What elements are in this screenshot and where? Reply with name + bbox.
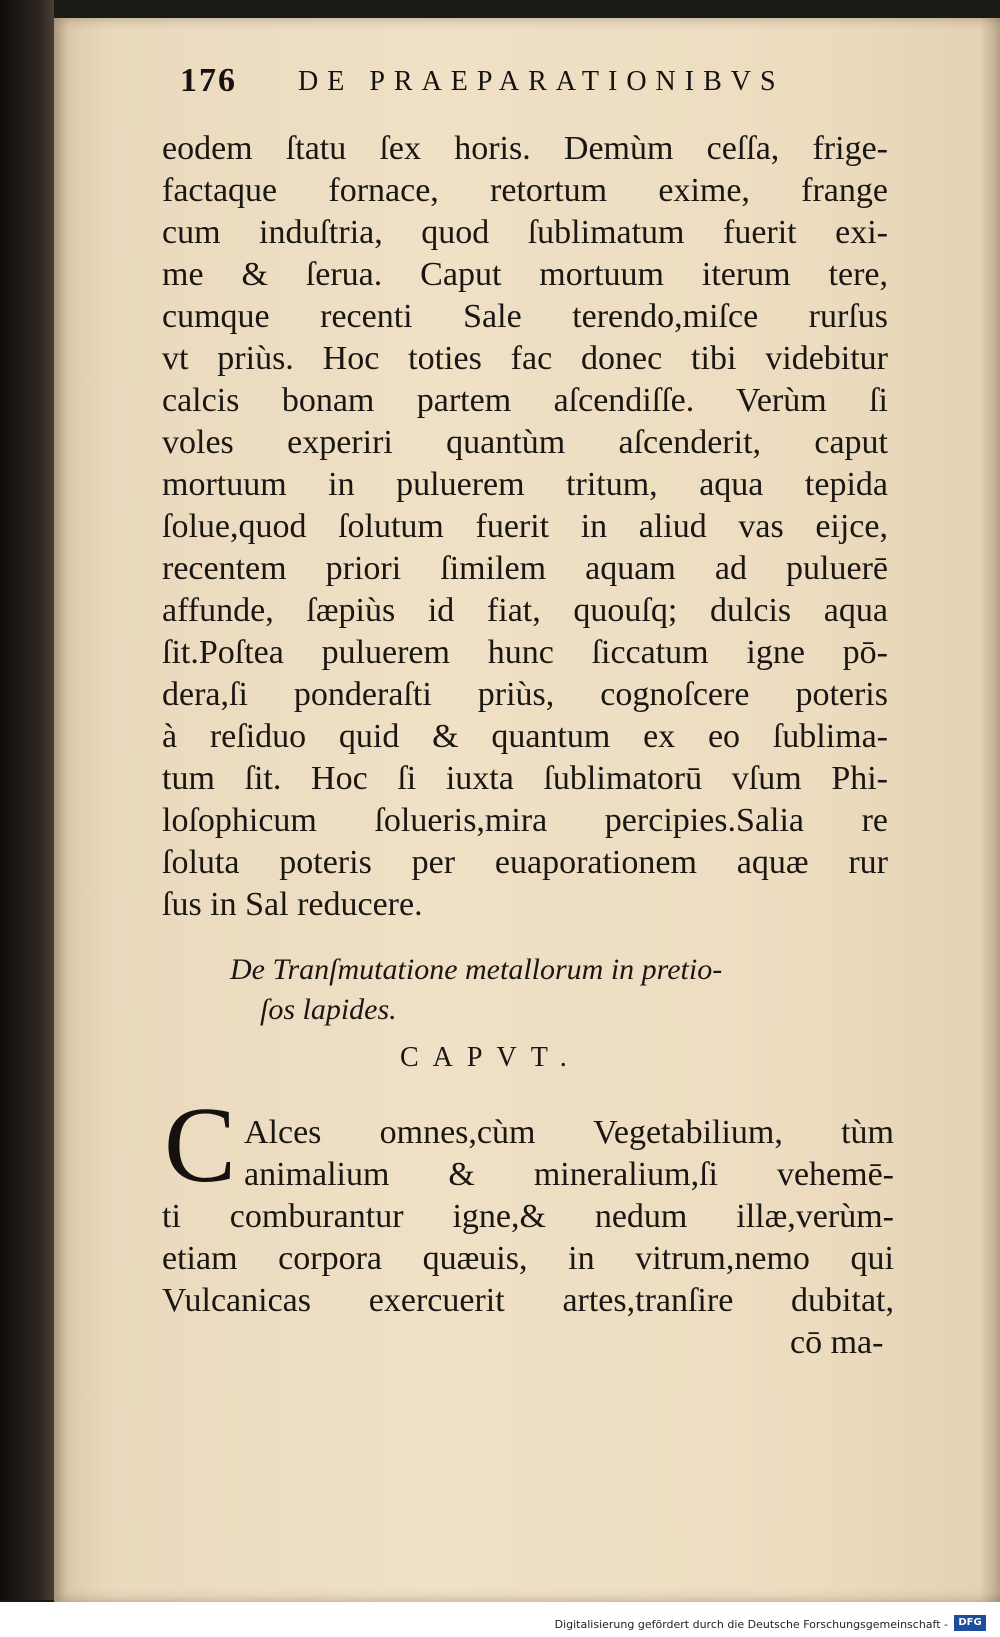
body-text <box>162 128 888 926</box>
page-number: 176 <box>180 62 237 99</box>
text-line: loſophicum ſolueris,mira percipies.Salia re <box>162 802 888 839</box>
text-line: dera,ſi ponderaſti priùs, cognoſcere poteris <box>162 676 888 713</box>
text-line: me & ſerua. Caput mortuum iterum tere, <box>162 256 888 293</box>
text-line: recentem priori ſimilem aquam ad puluerē <box>162 550 888 587</box>
catchword: cō ma- <box>790 1324 884 1361</box>
text-line: vt priùs. Hoc toties fac donec tibi videbitur <box>162 340 888 377</box>
dfg-logo: DFG <box>954 1615 986 1631</box>
text-line: ſus in Sal reducere. <box>162 886 423 923</box>
section-heading <box>230 950 850 1030</box>
page-edge-shade <box>980 18 1000 1602</box>
drop-capital: C <box>164 1086 237 1205</box>
text-line: tum ſit. Hoc ſi iuxta ſublimatorū vſum Phi- <box>162 760 888 797</box>
text-line: calcis bonam partem aſcendiſſe. Verùm ſi <box>162 382 888 419</box>
book-spine <box>0 0 54 1600</box>
text-line: ſit.Poſtea puluerem hunc ſiccatum igne pō- <box>162 634 888 671</box>
text-line: factaque fornace, retortum exime, frange <box>162 172 888 209</box>
scan-border-top <box>0 0 1000 18</box>
text-line: ſoluta poteris per euaporationem aquæ rur <box>162 844 888 881</box>
page-header <box>180 62 785 100</box>
text-line: ſolue,quod ſolutum fuerit in aliud vas eijce, <box>162 508 888 545</box>
footer-credit: Digitalisierung gefördert durch die Deutsche Forschungsgemeinschaft - <box>554 1618 948 1631</box>
running-title: DE PRAEPARATIONIBVS <box>298 66 785 97</box>
text-line: etiam corpora quæuis, in vitrum,nemo qui <box>162 1240 894 1277</box>
text-line: cum induſtria, quod ſublimatum fuerit exi- <box>162 214 888 251</box>
text-line: à reſiduo quid & quantum ex eo ſublima- <box>162 718 888 755</box>
text-line: animalium & mineralium,ſi vehemē- <box>244 1156 894 1193</box>
section-heading-line: De Tranſmutatione metallorum in pretio- <box>230 953 723 986</box>
text-line: mortuum in puluerem tritum, aqua tepida <box>162 466 888 503</box>
text-line: Alces omnes,cùm Vegetabilium, tùm <box>244 1114 894 1151</box>
text-line: cumque recenti Sale terendo,miſce rurſus <box>162 298 888 335</box>
caput-label: CAPVT. <box>400 1042 581 1073</box>
section-heading-line: ſos lapides. <box>260 993 397 1026</box>
text-line: affunde, ſæpiùs id fiat, quouſq; dulcis aqua <box>162 592 888 629</box>
text-line: Vulcanicas exercuerit artes,tranſire dubitat, <box>162 1282 894 1319</box>
text-line: eodem ſtatu ſex horis. Demùm ceſſa, frige- <box>162 130 888 167</box>
text-line: voles experiri quantùm aſcenderit, caput <box>162 424 888 461</box>
chapter-text <box>162 1112 894 1322</box>
text-line: ti comburantur igne,& nedum illæ,verùm- <box>162 1198 894 1235</box>
